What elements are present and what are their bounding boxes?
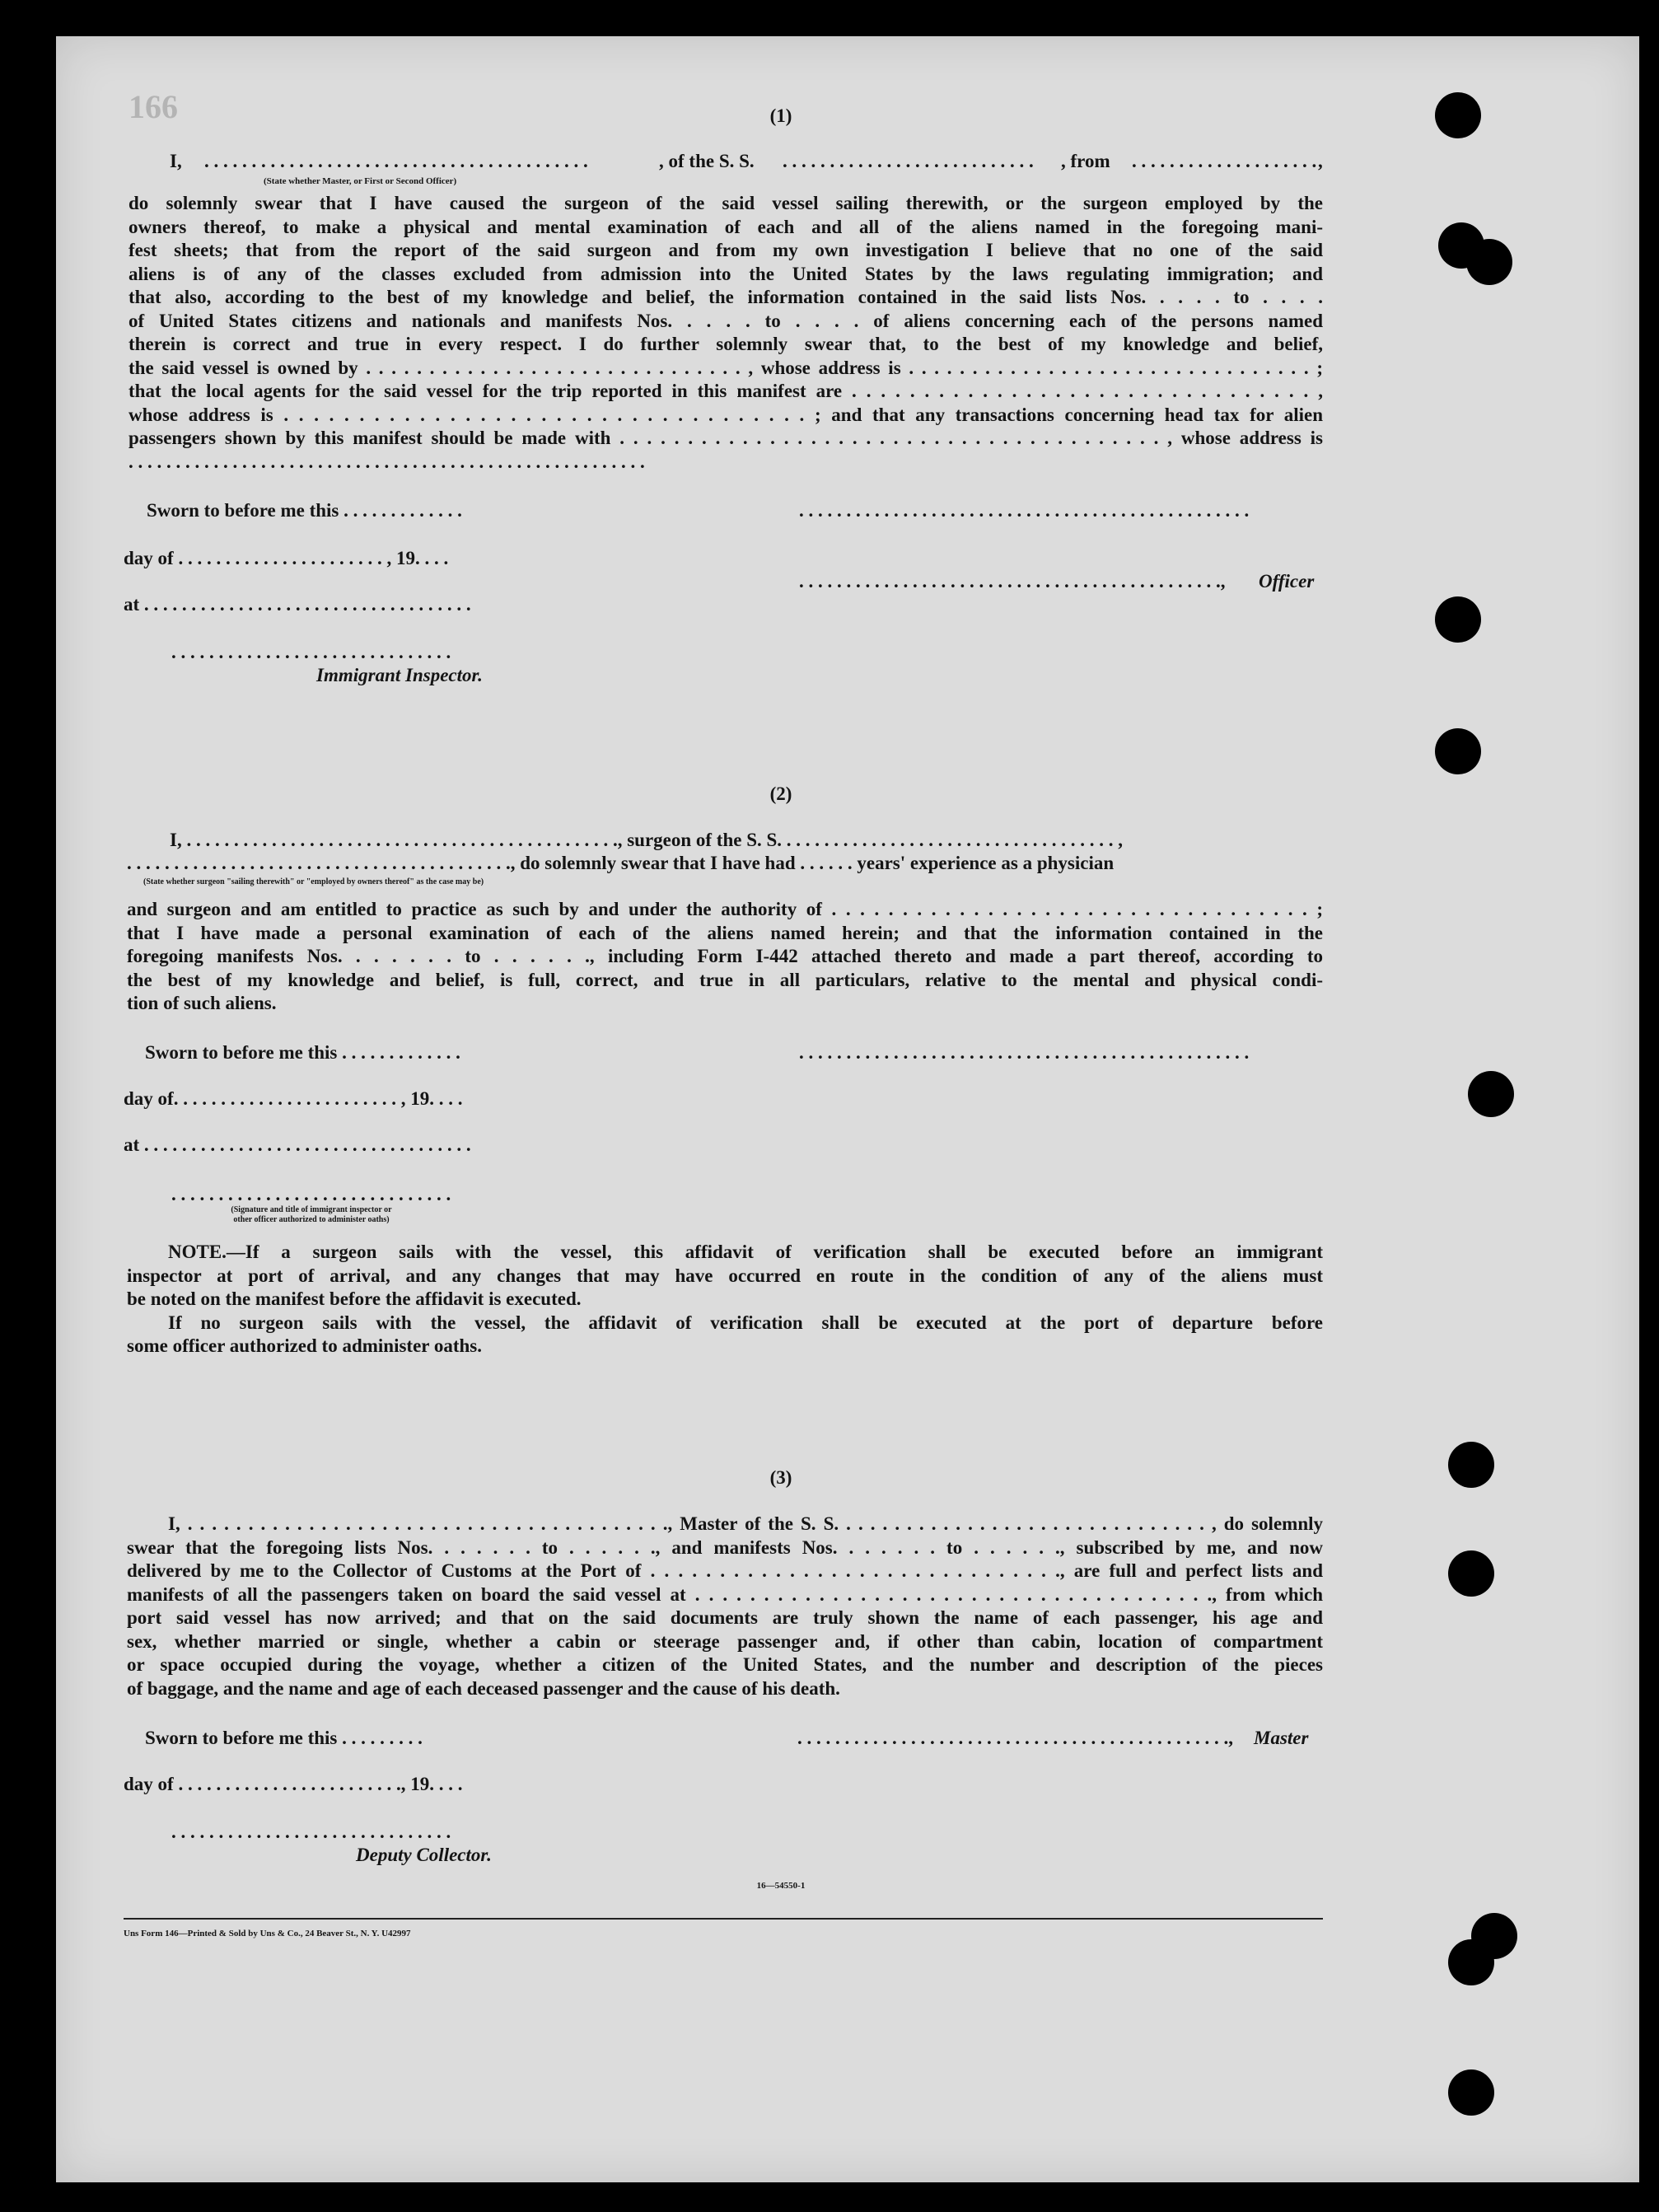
s3-sig-dots: . . . . . . . . . . . . . . . . . . . . . . . . . . . . . . xyxy=(171,1822,451,1842)
section-1-number: (1) xyxy=(769,105,792,126)
s2-line: that I have made a personal examination of each of the aliens named herein; and that the information contained in the xyxy=(127,922,1323,943)
footer-rule xyxy=(124,1918,1323,1920)
s1-officer-label: Officer xyxy=(1259,571,1315,592)
section-1-body xyxy=(129,192,1323,474)
s2-sig-dots: . . . . . . . . . . . . . . . . . . . . . . . . . . . . . . xyxy=(171,1184,451,1204)
document-page xyxy=(56,36,1639,2182)
s1-line: that the local agents for the said vessel for the trip reported in this manifest are . . . . . . . . . . . . . . . . . . . . . . . . . . . . . . . . , xyxy=(129,381,1323,401)
s1-officer-caption: (State whether Master, or First or Second Officer) xyxy=(264,176,457,186)
s2-line: the best of my knowledge and belief, is full, correct, and true in all particulars, relative to the mental and physical condi- xyxy=(127,969,1323,990)
s1-line1-end: , xyxy=(1318,151,1323,171)
s3-line: manifests of all the passengers taken on board the said vessel at . . . . . . . . . . . . . . . . . . . . . . . . . . . . . . . . . . . . . ., from which xyxy=(127,1583,1323,1605)
s1-line: aliens is of any of the classes excluded from admission into the United States by the laws regulating immigration; and xyxy=(129,263,1323,284)
faint-stamp: 166 xyxy=(129,88,178,125)
s3-master-label: Master xyxy=(1254,1728,1309,1748)
s1-sworn: Sworn to before me this . . . . . . . . . . . . . xyxy=(147,500,462,521)
binder-hole xyxy=(1466,239,1512,285)
s2-line: and surgeon and am entitled to practice as such by and under the authority of . . . . . . . . . . . . . . . . . . . . . . . . . . . . . . . . . . ; xyxy=(127,899,1323,919)
s2-note2-line: If no surgeon sails with the vessel, the affidavit of verification shall be executed at the port of departure before xyxy=(168,1312,1323,1333)
binder-hole xyxy=(1448,1939,1494,1985)
s3-sworn: Sworn to before me this . . . . . . . . . xyxy=(145,1728,423,1748)
s1-line1-i: I, xyxy=(170,151,182,171)
s2-line: foregoing manifests Nos. . . . . . . to . . . . . ., including Form I-442 attached thereto and made a part thereof, according to xyxy=(127,946,1323,966)
s3-line: of baggage, and the name and age of each deceased passenger and the cause of his death. xyxy=(127,1677,840,1699)
s1-line1-dots2: . . . . . . . . . . . . . . . . . . . . . . . . . . . xyxy=(783,151,1034,171)
s2-sworn: Sworn to before me this . . . . . . . . . . . . . xyxy=(145,1042,460,1063)
s3-line: swear that the foregoing lists Nos. . . . . . . to . . . . . ., and manifests Nos. . . . . . . to . . . . . ., subscribed by me, and now xyxy=(127,1536,1323,1558)
binder-hole xyxy=(1448,2069,1494,2116)
s1-right-dots-1: . . . . . . . . . . . . . . . . . . . . . . . . . . . . . . . . . . . . . . . . . . . . . . . . xyxy=(799,500,1250,521)
s3-sig-title: Deputy Collector. xyxy=(356,1845,492,1865)
s1-line: . . . . . . . . . . . . . . . . . . . . . . . . . . . . . . . . . . . . . . . . . . . . . . . . . . . . . . . xyxy=(129,451,645,472)
s1-line: that also, according to the best of my knowledge and belief, the information contained in the said lists Nos. . . . . to . . . . xyxy=(129,287,1323,307)
s2-note-line: inspector at port of arrival, and any changes that may have occurred en route in the condition of any of the aliens must xyxy=(127,1265,1323,1286)
s2-sig-caption-2: other officer authorized to administer oaths) xyxy=(233,1215,390,1224)
s1-line1-dots3: . . . . . . . . . . . . . . . . . . . . xyxy=(1132,151,1317,171)
s1-line1-ss: , of the S. S. xyxy=(659,151,755,171)
s2-day: day of. . . . . . . . . . . . . . . . . . . . . . . . , 19. . . . xyxy=(124,1088,463,1109)
s1-right-dots-2: . . . . . . . . . . . . . . . . . . . . . . . . . . . . . . . . . . . . . . . . . . . . ., xyxy=(799,571,1226,592)
s2-sig-caption-1: (Signature and title of immigrant inspector or xyxy=(231,1205,392,1214)
s1-line: of United States citizens and nationals and manifests Nos. . . . . to . . . . of aliens concerning each of the persons named xyxy=(129,310,1323,331)
s1-line: therein is correct and true in every respect. I do further solemnly swear that, to the best of my knowledge and belief, xyxy=(129,334,1323,354)
s2-line2: . . . . . . . . . . . . . . . . . . . . . . . . . . . . . . . . . . . . . . . . ., do solemnly swear that I have had . . . . . . years' experience as a physician xyxy=(127,853,1115,873)
s2-right-dots: . . . . . . . . . . . . . . . . . . . . . . . . . . . . . . . . . . . . . . . . . . . . . . . . xyxy=(799,1042,1250,1063)
s1-line: whose address is . . . . . . . . . . . . . . . . . . . . . . . . . . . . . . . . . . . ; and that any transactions concerning head tax for alien xyxy=(129,404,1323,425)
binder-hole xyxy=(1435,728,1481,774)
binder-hole xyxy=(1448,1550,1494,1597)
s2-note-line: be noted on the manifest before the affidavit is executed. xyxy=(127,1288,582,1309)
binder-hole xyxy=(1468,1071,1514,1117)
s3-line: I, . . . . . . . . . . . . . . . . . . . . . . . . . . . . . . . . . . . . . . . ., Master of the S. S. . . . . . . . . . . . . . . . . . . . . . . . . . . . . . . , do solemnly xyxy=(168,1513,1323,1534)
section-3-body xyxy=(127,1513,1323,1700)
s2-surgeon-caption: (State whether surgeon "sailing therewith" or "employed by owners thereof" as the case may be) xyxy=(143,877,484,886)
s3-line: or space occupied during the voyage, whether a citizen of the United States, and the number and description of the pieces xyxy=(127,1654,1323,1675)
s2-note2-line: some officer authorized to administer oaths. xyxy=(127,1335,482,1356)
s3-line: sex, whether married or single, whether a cabin or steerage passenger and, if other than cabin, location of compartment xyxy=(127,1630,1323,1652)
s1-line: owners thereof, to make a physical and mental examination of each and all of the aliens named in the foregoing mani- xyxy=(129,216,1323,237)
s1-line: the said vessel is owned by . . . . . . . . . . . . . . . . . . . . . . . . . . . . . . , whose address is . . . . . . . . . . . . . . . . . . . . . . . . . . . . . . . . ; xyxy=(129,357,1323,378)
s1-line: do solemnly swear that I have caused the surgeon of the said vessel sailing therewith, or the surgeon employed by the xyxy=(129,193,1323,213)
s1-day: day of . . . . . . . . . . . . . . . . . . . . . . , 19. . . . xyxy=(124,548,449,568)
section-2-number: (2) xyxy=(769,783,792,804)
s3-right-dots: . . . . . . . . . . . . . . . . . . . . . . . . . . . . . . . . . . . . . . . . . . . . . ., xyxy=(797,1728,1233,1748)
s1-at: at . . . . . . . . . . . . . . . . . . . . . . . . . . . . . . . . . . . xyxy=(124,594,471,615)
s2-at: at . . . . . . . . . . . . . . . . . . . . . . . . . . . . . . . . . . . xyxy=(124,1134,471,1155)
s2-note-line: NOTE.—If a surgeon sails with the vessel, this affidavit of verification shall be executed before an immigrant xyxy=(168,1242,1323,1262)
s1-line1-dots1: . . . . . . . . . . . . . . . . . . . . . . . . . . . . . . . . . . . . . . . . . xyxy=(204,151,588,171)
s2-line1: I, . . . . . . . . . . . . . . . . . . . . . . . . . . . . . . . . . . . . . . . . . . . . . ., surgeon of the S. S. . . . . . . . . . . . . . . . . . . . . . . . . . . . . . . . . . . . , xyxy=(170,830,1124,850)
s1-sig-dots: . . . . . . . . . . . . . . . . . . . . . . . . . . . . . . xyxy=(171,642,451,662)
s3-line: delivered by me to the Collector of Customs at the Port of . . . . . . . . . . . . . . . . . . . . . . . . . . . . . ., are full and perfect lists and xyxy=(127,1560,1323,1581)
section-2-body xyxy=(127,898,1323,1016)
s1-line: passengers shown by this manifest should be made with . . . . . . . . . . . . . . . . . . . . . . . . . . . . . . . . . . . . . . . . , whose address is xyxy=(129,428,1323,448)
section-2-note xyxy=(127,1241,1323,1359)
footer-printer: Uns Form 146—Printed & Sold by Uns & Co., 24 Beaver St., N. Y. U42997 xyxy=(124,1929,411,1938)
s2-line: tion of such aliens. xyxy=(127,993,277,1013)
binder-hole xyxy=(1448,1442,1494,1488)
s3-line: port said vessel has now arrived; and that on the said documents are truly shown the name of each passenger, his age and xyxy=(127,1607,1323,1628)
s1-sig-title: Immigrant Inspector. xyxy=(316,665,483,685)
s1-line: fest sheets; that from the report of the said surgeon and from my own investigation I believe that no one of the said xyxy=(129,240,1323,260)
s3-day: day of . . . . . . . . . . . . . . . . . . . . . . . ., 19. . . . xyxy=(124,1774,463,1794)
section-3-number: (3) xyxy=(769,1467,792,1488)
binder-hole xyxy=(1435,92,1481,138)
s1-line1-from: , from xyxy=(1061,151,1110,171)
form-code: 16—54550-1 xyxy=(756,1881,806,1891)
binder-hole xyxy=(1435,596,1481,643)
